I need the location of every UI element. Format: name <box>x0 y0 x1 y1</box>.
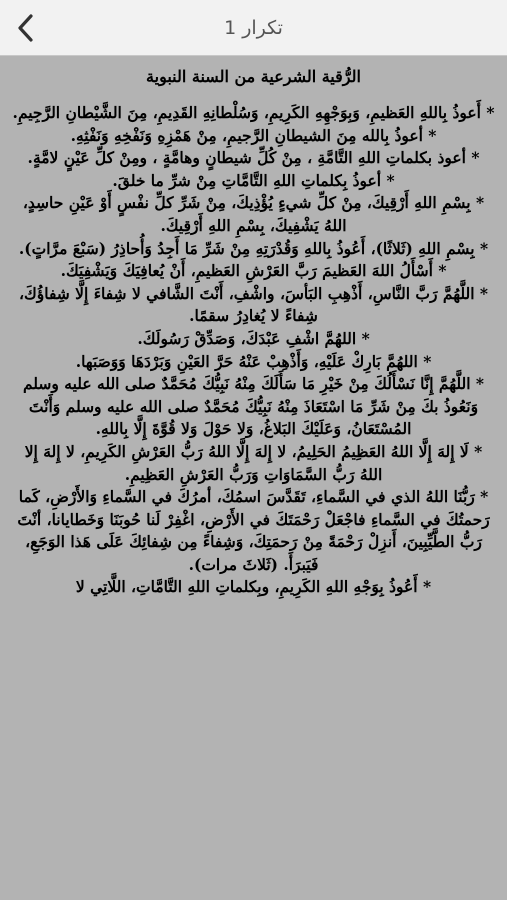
ruqyah-paragraph: * أَعُوذُ بِوَجْهِ اللهِ الكَرِيمِ، وبِكلماتِ اللهِ التَّامَّاتِ، اللَّاتِي لا <box>75 577 432 597</box>
ruqyah-paragraph: * اللهُمَّ بَارِكْ عَلَيْهِ، وَأَذْهِبْ عَنْهُ حَرَّ العَيْنِ وَبَرْدَهَا وَوَصَبَها. <box>75 351 432 371</box>
ruqyah-paragraph: * بِسْمِ اللهِ أَرْقِيكَ، مِنْ كلِّ شيءٍ يُؤْذِيكَ، مِنْ شَرِّ كلِّ نفْسٍ أَوْ عَيْنِ حاسِدٍ، اللهُ يَشْفِيكَ، بِسْمِ اللهِ أَرْقِيكَ. <box>22 193 485 235</box>
ruqyah-paragraph: * رَبُّنَا اللهُ الذي في السَّماءِ، تَقَدَّسَ اسمُكَ، أمرُكَ في السَّماءِ وَالأَرْضِ، كَما رَحمتُكَ في السَّماءِ فاجْعَلْ رَحْمَتَكَ في الأَرْضِ، اغْفِرْ لَنا حُوبَنَا وَخَطايانا، أنْتَ رَبُّ الطَّيِّبِينَ، أَنزِلْ رَحْمَةً مِنْ رَحمَتِكَ، وَشِفاءً مِن شِفائِكَ عَلَى هَذا الوَجَعِ، فَيَبرَأَ. (ثَلاثَ مرات). <box>17 487 490 574</box>
page-heading: الرُّقية الشرعية من السنة النبوية <box>146 67 361 86</box>
ruqyah-paragraph: * اللهُمَّ اشْفِ عَبْدَكَ، وَصَدِّقْ رَسُولَكَ. <box>137 328 370 348</box>
ruqyah-paragraph: * أعوذُ بِالله مِنَ الشيطانِ الرَّجيمِ، مِنْ هَمْزِهِ وَنَفْخِهِ وَنَفْثِهِ. <box>70 125 437 145</box>
ruqyah-paragraphs <box>12 102 495 599</box>
ruqyah-paragraph: * اللَّهُمَّ رَبَّ النَّاسِ، أَذْهِبِ البَأسَ، واشْفِ، أَنْتَ الشَّافي لا شِفاءَ إِلَّا شِفاؤُكَ، شِفاءً لا يُغادِرُ سقمًا. <box>18 283 489 326</box>
ruqyah-paragraph: * أعوذ بكلماتِ اللهِ التَّامَّةِ ، مِنْ كُلِّ شيطانٍ وهامَّةٍ ، ومِنْ كلِّ عَيْنٍ لامَّةٍ. <box>27 148 480 168</box>
ruqyah-paragraph: * أعوذُ بِكلماتِ اللهِ التَّامَّاتِ مِنْ شرِّ ما خلقَ. <box>112 170 395 190</box>
ruqyah-paragraph: * لَا إِلهَ إِلَّا اللهُ العَظِيمُ الحَلِيمُ، لا إِلهَ إِلَّا اللهُ رَبُّ العَرْشِ الكَرِيمِ، لا إِلهَ إِلا اللهُ رَبُّ السَّمَاوَاتِ وَرَبُّ العَرْشِ العَظِيمِ. <box>24 441 483 484</box>
ruqyah-paragraph: * بِسْمِ اللهِ (ثَلاثًا)، أَعُوذُ بِاللهِ وَقُدْرَتِهِ مِنْ شَرِّ مَا أَجِدُ وَأُحاذِرُ (سَبْعَ مرَّاتٍ). <box>18 238 489 258</box>
ruqyah-paragraph: * أَعوذُ بِاللهِ العَظيمِ، وَبِوَجْهِهِ الكَرِيمِ، وَسُلْطانِهِ القَدِيمِ، مِنَ الشَّيْطانِ الرَّجِيمِ. <box>12 103 495 122</box>
nav-title: تكرار 1 <box>224 17 283 39</box>
navigation-bar <box>0 0 507 56</box>
ruqyah-text-scroll[interactable] <box>0 56 507 900</box>
ruqyah-paragraph: * اللَّهُمَّ إِنَّا نَسْأَلُكَ مِنْ خَيْرِ مَا سَأَلَكَ مِنْهُ نَبِيُّكَ مُحَمَّدٌ صلى الله عليه وسلم وَنَعُوذُ بكَ مِنْ شَرِّ مَا اسْتَعَاذَ مِنْهُ نَبِيُّكَ مُحَمَّدٌ صلى الله عليه وسلم وَأَنْتَ المُسْتَعَانُ، وَعَلَيْكَ البَلاغُ، وَلا حَوْلَ وَلا قُوَّةَ إِلَّا بِاللهِ. <box>22 374 485 439</box>
ruqyah-paragraph: * أَسْأَلُ اللهَ العَظيمَ رَبَّ العَرْشِ العَظيمِ، أَنْ يُعافِيَكَ وَيَشْفِيَكَ. <box>60 261 447 281</box>
